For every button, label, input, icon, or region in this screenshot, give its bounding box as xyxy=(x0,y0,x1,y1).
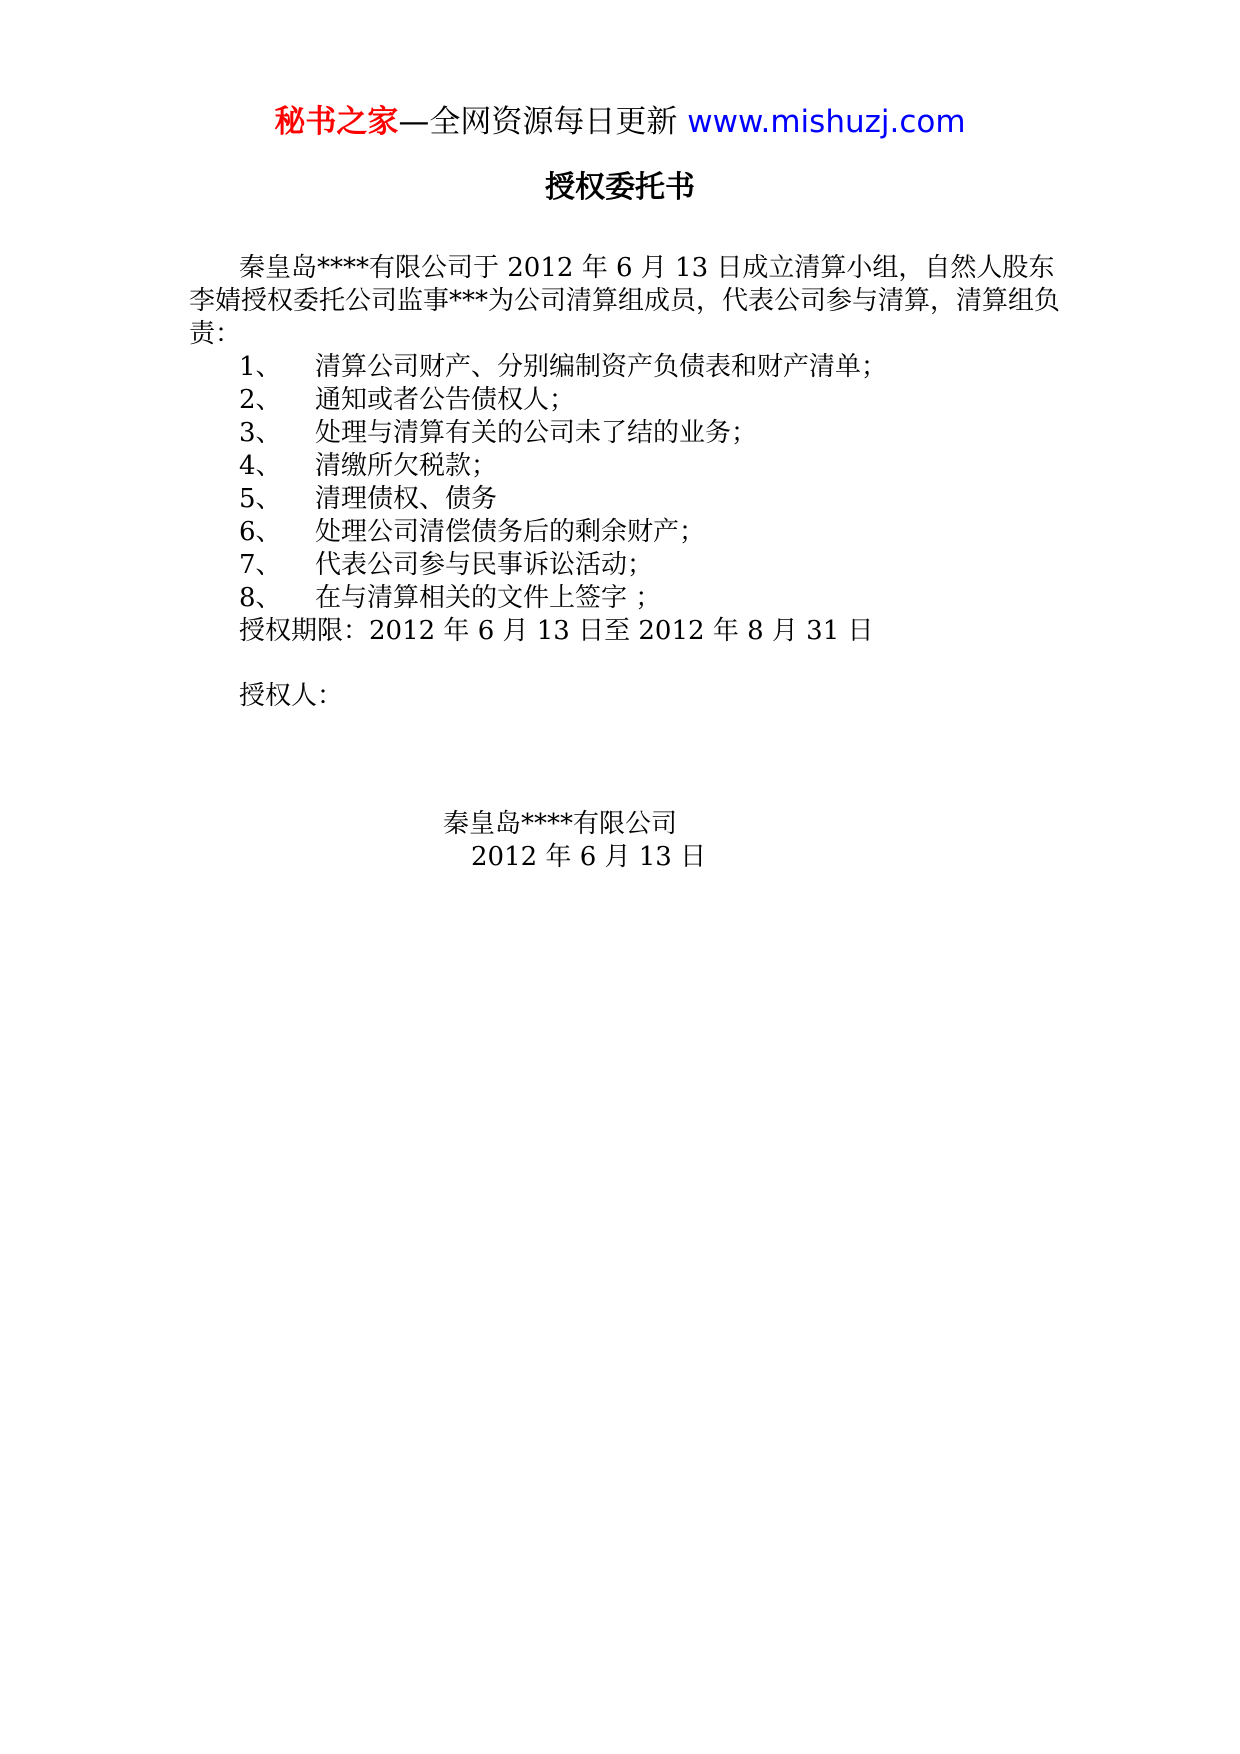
duty-item xyxy=(239,417,1059,450)
duty-item xyxy=(239,450,1059,483)
duty-text: 清理债权、债务 xyxy=(315,484,498,514)
duty-number: 3、 xyxy=(239,418,282,448)
duty-item xyxy=(239,549,1059,582)
duty-text: 在与清算相关的文件上签字 ； xyxy=(315,583,662,613)
duty-number: 1、 xyxy=(239,352,282,382)
site-url-link[interactable]: www.mishuzj.com xyxy=(687,104,966,140)
grantor-label: 授权人： xyxy=(239,681,344,711)
duty-text: 处理公司清偿债务后的剩余财产； xyxy=(315,517,706,547)
header-banner xyxy=(0,100,1240,144)
duty-text: 通知或者公告债权人； xyxy=(315,385,576,415)
duty-item xyxy=(239,384,1059,417)
intro-paragraph: 秦皇岛****有限公司于 2012 年 6 月 13 日成立清算小组，自然人股东李婧授权委托公司监事***为公司清算组成员，代表公司参与清算，清算组负责： xyxy=(189,253,1061,349)
duty-item xyxy=(239,582,1059,615)
duty-text: 处理与清算有关的公司未了结的业务； xyxy=(315,418,758,448)
duty-number: 2、 xyxy=(239,385,282,415)
document-title: 授权委托书 xyxy=(545,170,695,205)
brand-name: 秘书之家 xyxy=(274,104,399,140)
duty-text: 代表公司参与民事诉讼活动； xyxy=(315,550,654,580)
duty-number: 6、 xyxy=(239,517,282,547)
signature-company: 秦皇岛****有限公司 xyxy=(443,809,678,839)
duty-item xyxy=(239,483,1059,516)
duty-text: 清算公司财产、分别编制资产负债表和财产清单； xyxy=(315,352,888,382)
duty-item xyxy=(239,516,1059,549)
duty-number: 5、 xyxy=(239,484,282,514)
duty-number: 4、 xyxy=(239,451,282,481)
duty-number: 7、 xyxy=(239,550,282,580)
duty-number: 8、 xyxy=(239,583,282,613)
authorization-period: 授权期限：2012 年 6 月 13 日至 2012 年 8 月 31 日 xyxy=(239,616,874,646)
duty-item xyxy=(239,351,1059,384)
signature-date: 2012 年 6 月 13 日 xyxy=(471,842,707,872)
header-tagline: —全网资源每日更新 xyxy=(398,104,688,140)
duty-text: 清缴所欠税款； xyxy=(315,451,498,481)
duties-list xyxy=(239,351,1059,615)
